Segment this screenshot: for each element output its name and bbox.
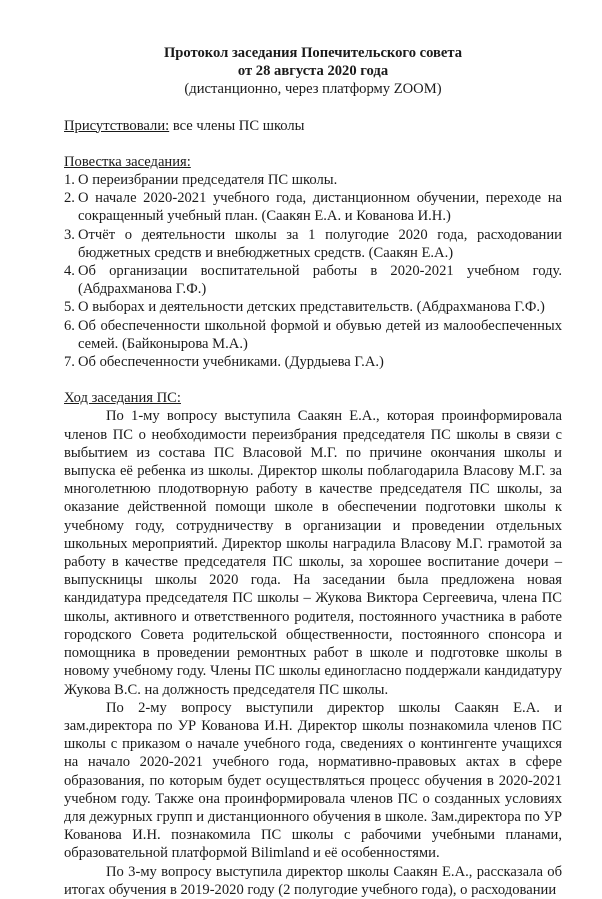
agenda-item	[64, 298, 562, 316]
agenda-item	[64, 189, 562, 225]
document-title-line-1: Протокол заседания Попечительского совета	[163, 45, 463, 61]
agenda-item-text: О выборах и деятельности детских представительств. (Абдрахманова Г.Ф.)	[78, 299, 545, 316]
agenda-item-number: 4.	[64, 263, 75, 280]
agenda-item	[64, 171, 562, 189]
attendance-value: все члены ПС школы	[169, 117, 305, 134]
proceedings-paragraph: По 2-му вопросу выступили директор школы Саакян Е.А. и зам.директора по УР Кованова И.Н. Директор школы познакомила членов ПС школы с приказом о начале учебного года, сведениях о контингенте учащихся на начало 2020-2021 учебного года, нормативно-правовых актах в сфере образования, по которым будет осуществляться процесс обучения в 2020-2021 учебном году. Также она проинформировала членов ПС о созданных условиях для дежурных групп и дистанционного обучения в школе. Зам.директора по УР Кованова И.Н. познакомила ПС школы с рабочими учебными планами, образовательной платформой Bilimland и её особенностями.	[64, 699, 562, 862]
agenda-item-number: 2.	[64, 190, 75, 207]
attendance-label: Присутствовали:	[64, 117, 170, 134]
proceedings-paragraph: По 1-му вопросу выступила Саакян Е.А., которая проинформировала членов ПС о необходимости переизбрания председателя ПС школы в связи с выбытием из состава ПС Власовой М.Г. по причине окончания школы и выпуска её ребенка из школы. Директор школы поблагодарила Власову М.Г. за многолетнюю плодотворную работу в качестве председателя ПС школы, за оказание действенной помощи школе в обеспечении подготовки школы к учебному году, сотрудничеству в организации и проведении отдельных школьных мероприятий. Директор школы наградила Власову М.Г. грамотой за работу в качестве председателя ПС школы, за хорошее воспитание дочери – выпускницы школы 2020 года. На заседании была предложена новая кандидатура председателя ПС школы – Жукова Виктора Сергеевича, члена ПС школы, активного и ответственного родителя, постоянного участника в работе городского Совета родительской общественности, постоянного спонсора и помощника в проведении ремонтных работ в школе и подготовке школы в новому учебному году. Члены ПС школы единогласно поддержали кандидатуру Жукова В.С. на должность председателя ПС школы.	[64, 408, 562, 698]
agenda-item-text: Об обеспеченности учебниками. (Дурдыева Г.А.)	[78, 354, 384, 371]
document-title-line-2: от 28 августа 2020 года	[237, 63, 389, 80]
agenda-item	[64, 317, 562, 353]
agenda-item	[64, 262, 562, 298]
agenda-item-text: О начале 2020-2021 учебного года, дистанционном обучении, переходе на сокращенный учебный план. (Саакян Е.А. и Кованова И.Н.)	[78, 190, 562, 225]
attendance-line	[64, 117, 562, 135]
agenda-item-number: 7.	[64, 354, 75, 371]
agenda-item	[64, 226, 562, 262]
agenda-item-text: О переизбрании председателя ПС школы.	[78, 172, 338, 189]
agenda-item-number: 5.	[64, 299, 75, 316]
agenda-item-number: 1.	[64, 172, 75, 189]
proceedings-paragraph: По 3-му вопросу выступила директор школы Саакян Е.А., рассказала об итогах обучения в 2019-2020 году (2 полугодие учебного года), о расходовании	[64, 863, 562, 898]
agenda-list	[64, 171, 562, 371]
agenda-item-number: 3.	[64, 226, 75, 243]
agenda-item	[64, 353, 562, 371]
agenda-item-number: 6.	[64, 317, 75, 334]
agenda-item-text: Об организации воспитательной работы в 2020-2021 учебном году. (Абдрахманова Г.Ф.)	[78, 263, 562, 298]
agenda-item-text: Отчёт о деятельности школы за 1 полугодие 2020 года, расходовании бюджетных средств и внебюджетных средств. (Саакян Е.А.)	[78, 226, 562, 261]
spacer	[64, 371, 562, 389]
agenda-heading: Повестка заседания:	[64, 153, 191, 170]
document-subtitle: (дистанционно, через платформу ZOOM)	[184, 81, 442, 98]
proceedings-heading: Ход заседания ПС:	[64, 390, 181, 407]
spacer	[64, 135, 562, 153]
agenda-item-text: Об обеспеченности школьной формой и обувью детей из малообеспеченных семей. (Байконырова М.А.)	[78, 317, 562, 352]
spacer	[64, 99, 562, 117]
